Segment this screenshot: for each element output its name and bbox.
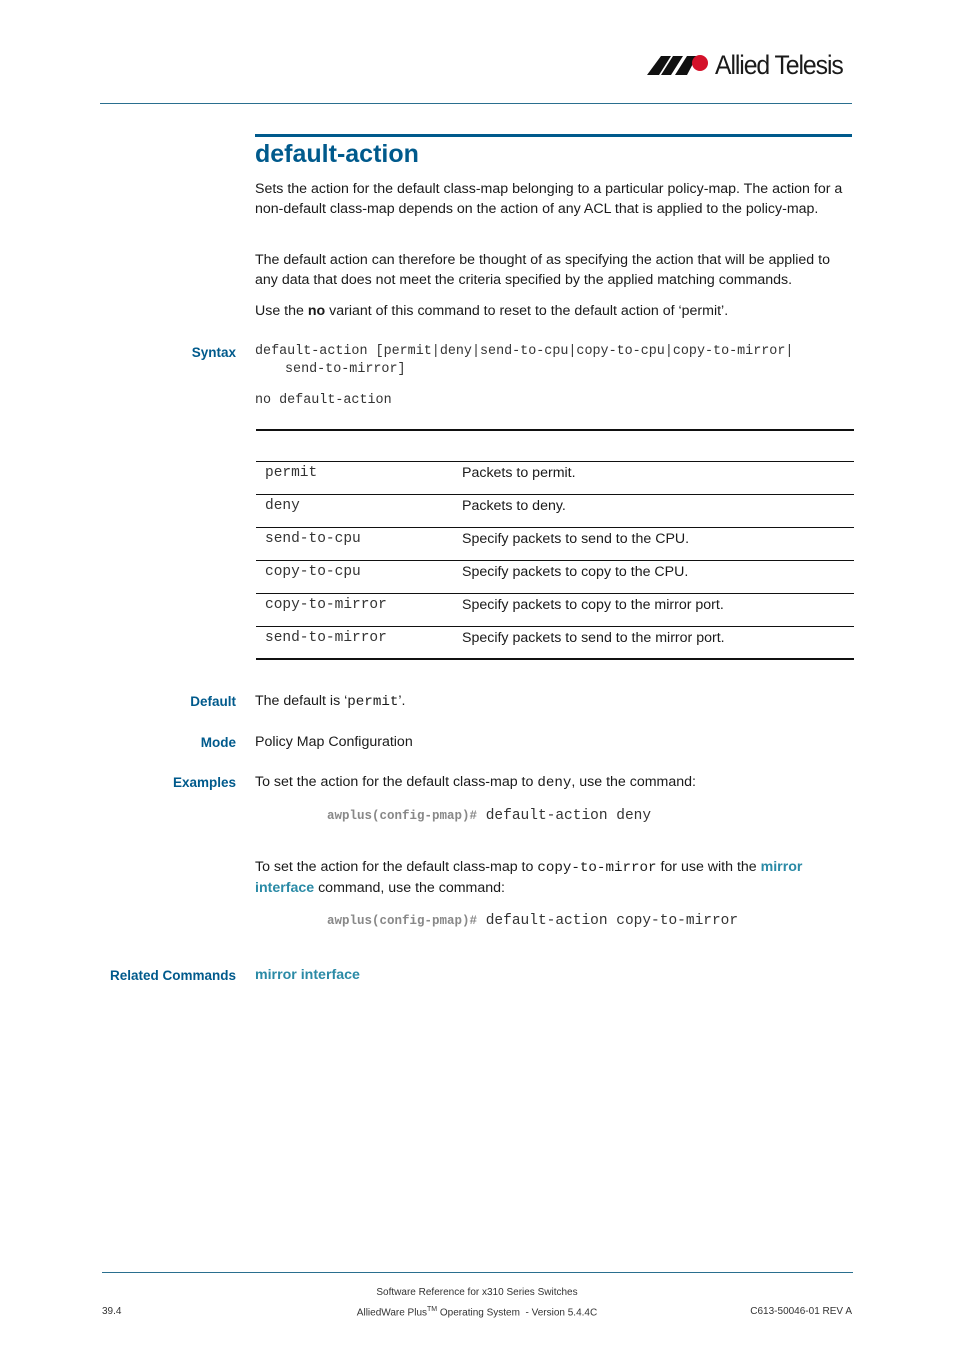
param-desc: Specify packets to copy to the mirror port. (462, 597, 724, 613)
example-2-mid: for use with the (656, 859, 761, 875)
cli-command: default-action deny (477, 808, 652, 824)
trademark: TM (427, 1306, 438, 1313)
title-rule (255, 134, 852, 137)
example-2-pre: To set the action for the default class-map to (255, 859, 538, 875)
mode-text: Policy Map Configuration (255, 734, 413, 750)
related-mirror-interface-link[interactable]: mirror interface (255, 967, 360, 983)
table-bottom-rule (256, 658, 854, 660)
default-code: permit (347, 694, 399, 710)
example-2-text (255, 858, 855, 898)
param-name: deny (265, 498, 300, 514)
table-row-rule (256, 527, 854, 528)
default-pre: The default is ‘ (255, 693, 348, 709)
no-variant-pre: Use the (255, 303, 308, 319)
footer-title: Software Reference for x310 Series Switches (376, 1287, 578, 1298)
mode-label: Mode (200, 735, 236, 750)
examples-label: Examples (172, 775, 236, 790)
table-header-rule (256, 461, 854, 462)
allied-telesis-logo-icon (647, 54, 711, 76)
param-name: copy-to-mirror (265, 597, 387, 613)
footer-rule (102, 1272, 853, 1273)
intro-paragraph-2: The default action can therefore be thought of as specifying the action that will be applied to any data that does not meet the criteria specified by the applied matching commands. (255, 252, 830, 288)
param-desc: Packets to permit. (462, 465, 576, 481)
no-variant-post: variant of this command to reset to the default action of ‘permit’. (325, 303, 729, 319)
intro-paragraph-1: Sets the action for the default class-map belonging to a particular policy-map. The action for a non-default class-map depends on the action of any ACL that is applied to the policy-map. (255, 181, 843, 217)
example-1-code: deny (537, 775, 572, 791)
example-1-command (327, 808, 651, 824)
example-1-post: , use the command: (571, 774, 696, 790)
syntax-line-1: default-action [permit|deny|send-to-cpu|copy-to-cpu|copy-to-mirror| (255, 344, 794, 359)
cli-prompt: awplus(config-pmap)# (327, 809, 478, 823)
mirror-interface-link-cont[interactable]: interface (255, 879, 315, 896)
product-name: AlliedWare Plus (356, 1307, 428, 1319)
no-keyword: no (307, 303, 326, 319)
param-desc: Specify packets to send to the CPU. (462, 531, 690, 547)
footer-version: Operating System - Version 5.4.4C (437, 1307, 598, 1319)
mirror-interface-link[interactable]: mirror (760, 859, 803, 875)
table-row-rule (256, 593, 854, 594)
table-row-rule (256, 494, 854, 495)
related-commands-label: Related Commands (109, 968, 236, 983)
default-label: Default (190, 694, 236, 709)
brand-name: Allied Telesis (715, 49, 843, 80)
page-number: 39.4 (102, 1306, 122, 1317)
param-name: send-to-mirror (265, 630, 387, 646)
no-variant-paragraph (255, 302, 855, 322)
table-top-rule (256, 429, 854, 431)
param-desc: Specify packets to copy to the CPU. (462, 564, 689, 580)
param-name: send-to-cpu (265, 531, 361, 547)
default-post: ’. (398, 693, 406, 709)
param-name: permit (265, 465, 318, 481)
example-2-code: copy-to-mirror (537, 860, 657, 876)
header-logo (647, 48, 854, 82)
document-id: C613-50046-01 REV A (750, 1306, 852, 1317)
syntax-label: Syntax (191, 345, 236, 360)
syntax-line-2: send-to-mirror] (285, 362, 406, 377)
table-row-rule (256, 626, 854, 627)
example-1-text (255, 773, 855, 794)
default-text (255, 692, 855, 713)
example-2-post: command, use the command: (314, 879, 505, 896)
table-row-rule (256, 560, 854, 561)
syntax-no-form: no default-action (255, 393, 392, 408)
cli-command: default-action copy-to-mirror (477, 913, 739, 929)
header-rule (100, 103, 852, 104)
param-desc: Specify packets to send to the mirror port. (462, 630, 725, 646)
page-title: default-action (255, 140, 419, 168)
example-1-pre: To set the action for the default class-map to (255, 774, 538, 790)
example-2-command (327, 913, 738, 929)
cli-prompt: awplus(config-pmap)# (327, 914, 478, 928)
param-desc: Packets to deny. (462, 498, 566, 514)
param-name: copy-to-cpu (265, 564, 361, 580)
